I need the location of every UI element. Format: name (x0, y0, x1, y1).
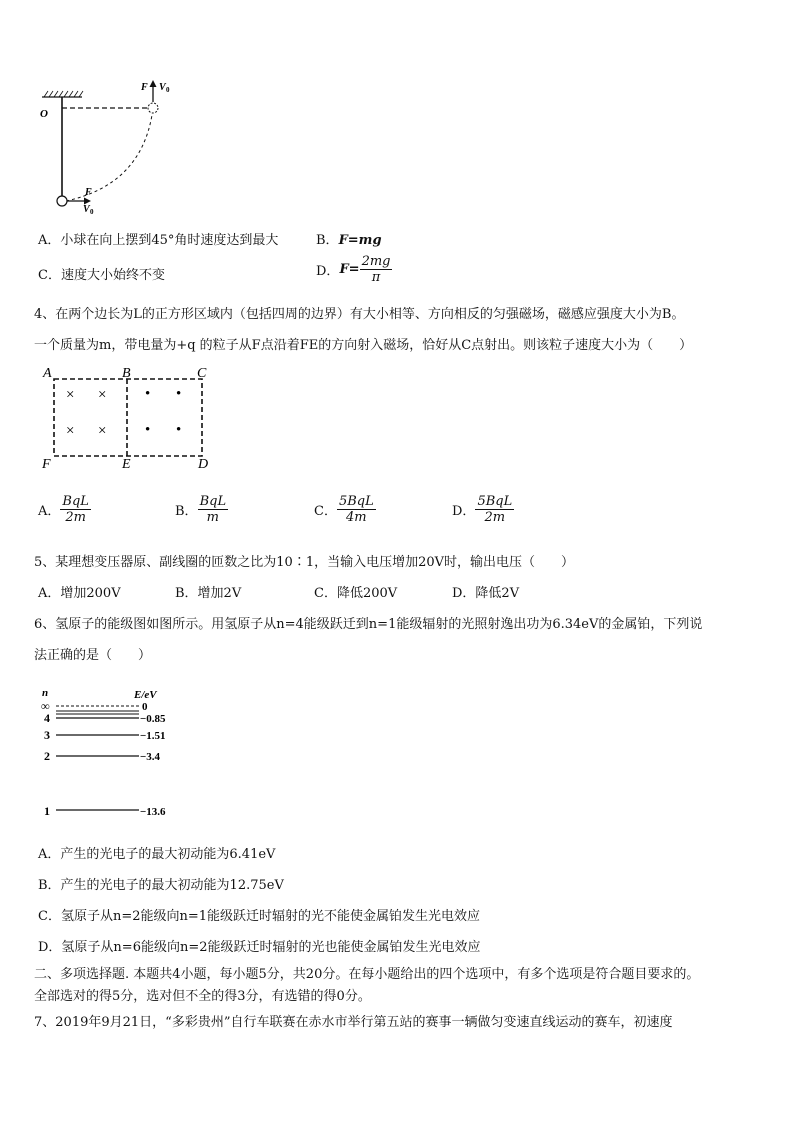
q4-option-a (38, 494, 91, 525)
q7-stem: 7、2019年9月21日，“多彩贵州”自行车联赛在赤水市举行第五站的赛事一辆做匀变速直线运动的赛车，初速度 (34, 1015, 673, 1030)
fraction (360, 254, 393, 285)
q6-stem-line2: 法正确的是（ ） (34, 648, 152, 663)
label-f: F (42, 457, 51, 472)
q4-stem-line2: 一个质量为m，带电量为+q 的粒子从F点沿着FE的方向射入磁场，恰好从C点射出。则该粒子速度大小为（ ） (34, 338, 693, 353)
q6-stem-line1: 6、氢原子的能级图如图所示。用氢原子从n=4能级跃迁到n=1能级辐射的光照射逸出功为6.34eV的金属铂，下列说 (34, 617, 703, 632)
label-v0-bottom: V (83, 204, 90, 215)
q6-option-c: C．氢原子从n=2能级向n=1能级跃迁时辐射的光不能使金属铂发生光电效应 (38, 909, 481, 924)
fraction-numerator: BqL (62, 494, 89, 509)
label-f-top: F (141, 82, 148, 93)
option-prefix: A． (38, 504, 61, 519)
q6-option-d: D．氢原子从n=6能级向n=2能级跃迁时辐射的光也能使金属铂发生光电效应 (38, 940, 481, 955)
option-prefix: C． (314, 504, 337, 519)
field-dot: • (145, 386, 151, 402)
option-prefix: A． (38, 233, 61, 248)
label-c: C (197, 366, 207, 381)
fraction-numerator: BqL (199, 494, 227, 509)
q6-option-b: B．产生的光电子的最大初动能为12.75eV (38, 878, 284, 893)
option-prefix: C． (38, 268, 61, 283)
fraction-numerator: 5BqL (338, 494, 374, 509)
option-text: 小球在向上摆到45°角时速度达到最大 (60, 233, 279, 248)
q4-option-c (314, 494, 376, 525)
trajectory-arc (66, 115, 152, 201)
field-cross: × (66, 387, 75, 403)
level-e: 0 (142, 701, 148, 713)
field-dot: • (176, 386, 182, 402)
fraction-denominator: 4m (346, 510, 367, 525)
option-prefix: B． (316, 233, 339, 248)
level-n: 1 (44, 804, 50, 818)
field-cross: × (98, 423, 107, 439)
label-v0-bottom-sub: 0 (90, 208, 94, 216)
option-text: 速度大小始终不变 (60, 268, 165, 283)
q5-option-c: C．降低200V (314, 586, 398, 601)
arrow-up-head (150, 80, 157, 87)
level-n: 3 (44, 728, 50, 742)
fraction (198, 494, 229, 525)
label-v0-top: V (159, 82, 166, 93)
label-e: E (122, 457, 131, 472)
magnetic-field-figure (36, 362, 226, 474)
q6-option-a: A．产生的光电子的最大初动能为6.41eV (38, 847, 276, 862)
q3-option-d (316, 254, 392, 285)
option-prefix: D． (316, 264, 340, 279)
fraction (475, 494, 514, 525)
label-a: A (43, 366, 52, 381)
fraction-denominator: 2m (65, 510, 86, 525)
label-d: D (198, 457, 209, 472)
ball-bottom (57, 196, 67, 206)
option-prefix: B． (175, 504, 198, 519)
section2-line2: 全部选对的得5分，选对但不全的得3分，有选错的得0分。 (34, 989, 371, 1004)
q3-option-c (38, 264, 165, 283)
pendulum-figure (30, 75, 190, 220)
label-b: B (122, 366, 131, 381)
option-text: F=mg (338, 233, 382, 248)
ceiling-hatch (44, 91, 83, 97)
energy-level-diagram (36, 684, 206, 824)
e-header: E/eV (134, 689, 157, 701)
level-e: −3.4 (140, 751, 161, 763)
option-lhs: F= (339, 262, 360, 277)
q5-option-a: A．增加200V (38, 586, 121, 601)
fraction (60, 494, 91, 525)
q5-option-d: D．降低2V (452, 586, 520, 601)
label-v0-top-sub: 0 (166, 86, 170, 94)
level-e: −13.6 (140, 806, 166, 818)
section2-line1: 二、多项选择题. 本题共4小题，每小题5分，共20分。在每小题给出的四个选项中，有多个选项是符合题目要求的。 (34, 967, 700, 982)
fraction (337, 494, 376, 525)
level-e: −1.51 (140, 730, 166, 742)
q4-stem-line1: 4、在两个边长为L的正方形区域内（包括四周的边界）有大小相等、方向相反的匀强磁场，磁感应强度大小为B。 (34, 307, 685, 322)
fraction-numerator: 2mg (361, 254, 391, 269)
fraction-denominator: π (371, 270, 381, 285)
q3-option-b (316, 229, 382, 248)
fraction-denominator: 2m (484, 510, 506, 525)
fraction-numerator: 5BqL (477, 494, 513, 509)
q3-option-a (38, 229, 278, 248)
field-dot: • (176, 422, 182, 438)
ball-top (148, 103, 158, 113)
label-o: O (40, 108, 48, 120)
q5-option-b: B．增加2V (175, 586, 242, 601)
field-dot: • (145, 422, 151, 438)
label-f-bottom: F (85, 187, 92, 198)
field-cross: × (66, 423, 75, 439)
level-e: −0.85 (140, 713, 166, 725)
q4-option-d (452, 494, 514, 525)
level-n: ∞ (41, 699, 50, 713)
field-cross: × (98, 387, 107, 403)
option-prefix: D． (452, 504, 476, 519)
fraction-denominator: m (206, 510, 219, 525)
level-n: 4 (44, 711, 50, 725)
level-n: 2 (44, 749, 50, 763)
q5-stem: 5、某理想变压器原、副线圈的匝数之比为10∶1，当输入电压增加20V时，输出电压（ ） (34, 555, 575, 570)
n-header: n (42, 687, 49, 699)
q4-option-b (175, 494, 228, 525)
